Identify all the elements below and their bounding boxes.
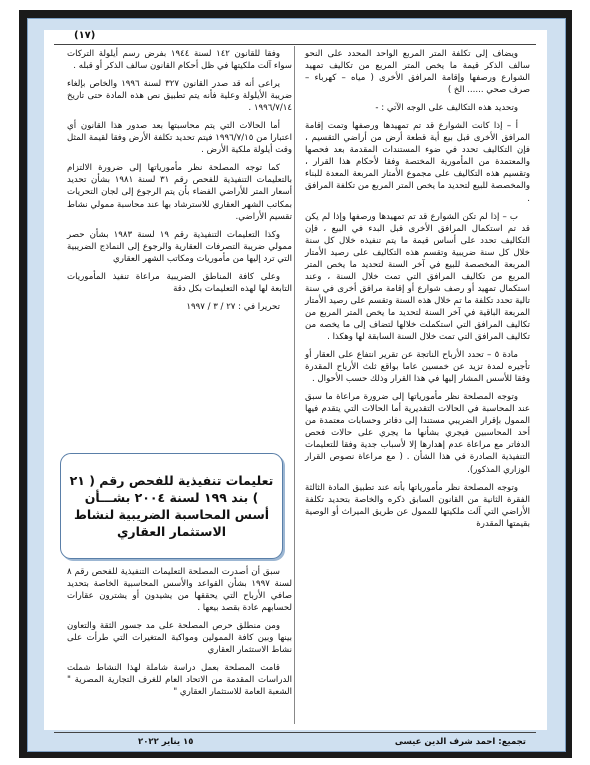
left-column-top: [67, 48, 292, 319]
instruction-title: تعليمات تنفيذية للفحص رقم ( ٢١ ) بند ١٩٩ لسنة ٢٠٠٤ بشـــأن أسس المحاسبة الضريبية لنشاط الاستثمار العقاري: [69, 473, 274, 539]
paragraph: مادة ٥ – تحدد الأرباح الناتجة عن تقرير انتفاع على العقار أو تأجيره لمدة تزيد عن خمسين عاما بواقع ثلث الأرباح المقدرة وفقا للأسس المشار إليها في هذا القرار وذلك حسب الأحوال .: [305, 350, 530, 385]
paragraph: ب – إذا لم تكن الشوارع قد تم تمهيدها ورصفها وإذا لم يكن قد تم استكمال المرافق الأخرى قبل البدء في البيع ، فإن التكاليف تحدد على أساس قيمة ما يتم تنفيذه خلال كل سنة خلال كل سنة ضريبية وتقسم هذه التكاليف على رصيد الأمتار المربعة المخصصة للبيع في آخر السنة لتحديد ما يخص المتر المربع من تكاليف المرافق التي تمت خلال السنة ، وعند استكمال تمهيد أو رصف شوارع أو إقامة مرافق أخرى في سنة تالية تحدد تكلفة ما تم خلال هذه السنة وتقسم على رصيد الأمتار المربعة الباقية في آخر السنة لتحديد ما يخص المتر المربع من تكاليف المرافق التي استكملت خلالها لتضاف إلى ما يخصه من تكاليف المرافق التي تمت خلال السنة السابقة لها وهكذا .: [305, 211, 530, 343]
footer-rule: [54, 732, 536, 733]
paragraph: كما توجه المصلحة نظر مأمورياتها إلى ضرورة الالتزام بالتعليمات التنفيذية للفحص رقم ٣١ لسنة ١٩٨١ بشأن تحديد أسعار المتر للأراضي الفضاء بأن يتم الرجوع إلى لجان التحريات بمكاتب الشهر العقاري للاسترشاد بها عند محاسبة ممولي نشاط تقسيم الأراضي.: [67, 163, 293, 222]
paragraph: أما الحالات التي يتم محاسبتها بعد صدور هذا القانون أي اعتبارا من ١٩٩٦/٧/١٥ فيتم تحديد تكلفة الأرض وفقا لقيمة المثل وقت أيلولة ملكية الأرض .: [67, 121, 292, 156]
footer-compiler: تجميع: احمد شرف الدين عيسى: [394, 737, 526, 747]
column-divider: [294, 46, 295, 724]
date-line: تحريرا في : ٢٧ / ٣ / ١٩٩٧: [186, 301, 280, 312]
footer-date: ١٥ يناير ٢٠٢٢: [138, 737, 194, 747]
paragraph: يراعى أنه قد صدر القانون ٣٢٧ لسنة ١٩٩٦ والخاص بإلغاء ضريبة الأيلولة وعلية فأنه يتم تطبيق نص هذه المادة حتى تاريخ ١٩٩٦/٧/١٤ .: [67, 79, 292, 114]
paragraph: ويضاف إلى تكلفة المتر المربع الواحد المحدد على النحو سالف الذكر قيمة ما يخص المتر المربع من تكاليف تمهيد الشوارع ورصفها وإقامة المرافق الأخرى ( مياه – كهرباء – صرف صحي ...... الخ ): [305, 49, 530, 96]
paragraph: قامت المصلحة بعمل دراسة شاملة لهذا النشاط شملت الدراسات المقدمة من الاتحاد العام للغرف التجارية المصرية " الشعبة العامة للاستثمار العقاري ": [67, 663, 292, 698]
paragraph: وتوجه المصلحة نظر مأمورياتها إلى ضرورة مراعاة ما سبق عند المحاسبة في الحالات التقديرية أما الحالات التي يتقدم فيها الممول بإقرار الضريبي مستندا إلى دفاتر وحسابات معتمدة من أحد المحاسبين فيجري بشأنها ما يجري على حالات فحص الدفاتر مع مراعاة عدم إهدارها إلا لأسباب جدية وفقا للتعليمات التنفيذية الصادرة في هذا الشأن . ( مع مراعاة نصوص القرار الوزاري المذكور).: [305, 392, 530, 475]
paragraph: وكذا التعليمات التنفيذية رقم ١٩ لسنة ١٩٨٣ بشأن حصر ممولي ضريبة التصرفات العقارية والرجوع إلى النماذج الضريبية التي ترد إليها من مأموريات ومكاتب الشهر العقاري: [67, 229, 292, 264]
paragraph: ومن منطلق حرص المصلحة على مد جسور الثقة والتعاون بينها وبين كافة الممولين ومواكبة المتغيرات التي طرأت على نشاط الاستثمار العقاري: [67, 621, 292, 656]
paragraph: وتحديد هذه التكاليف على الوجه الآتي : -: [375, 103, 518, 114]
page-number: (١٧): [74, 30, 96, 41]
header-rule: [54, 44, 536, 45]
right-column: [305, 48, 530, 536]
paragraph: وعلى كافة المناطق الضريبية مراعاة تنفيذ المأموريات التابعة لها لهذه التعليمات بكل دقة: [67, 271, 292, 294]
paragraph: وفقا للقانون ١٤٢ لسنة ١٩٤٤ بفرض رسم أيلولة التركات سواء آلت ملكيتها في ظل أحكام القانون سالف الذكر أو قبله .: [67, 49, 292, 72]
left-column-bottom: [67, 566, 292, 704]
instruction-title-box: [60, 453, 283, 559]
paragraph: أ – إذا كانت الشوارع قد تم تمهيدها ورصفها وتمت إقامة المرافق الأخرى قبل بيع أية قطعة أرض من أراضي التقسيم ، فإن التكاليف تحدد في ضوء المستندات المقدمة بعد فحصها والمعتمدة من المأمورية المختصة وفقا لأحكام هذا القرار ، وتقسيم هذه التكاليف على مجموع الأمتار المربعة المعدة للبناء والمخصصة للبيع لتحديد ما يخص المتر المربع من تكلفة المرافق .: [305, 121, 530, 204]
paragraph: وتوجه المصلحة نظر مأمورياتها بأنه عند تطبيق المادة الثالثة الفقرة الثانية من القانون السابق ذكره والخاصة بتحديد تكلفة الأراضي التي آلت ملكيتها للممول عن طريق الميراث أو الوصية بقيمتها المقدرة: [305, 482, 530, 529]
paragraph: سبق أن أصدرت المصلحة التعليمات التنفيذية للفحص رقم ٨ لسنة ١٩٩٧ بشأن القواعد والأسس المحاسبية الخاصة بتحديد صافي الأرباح التي يحققها من يشيدون أو يشترون عقارات لحسابهم عادة بقصد بيعها .: [67, 567, 293, 614]
